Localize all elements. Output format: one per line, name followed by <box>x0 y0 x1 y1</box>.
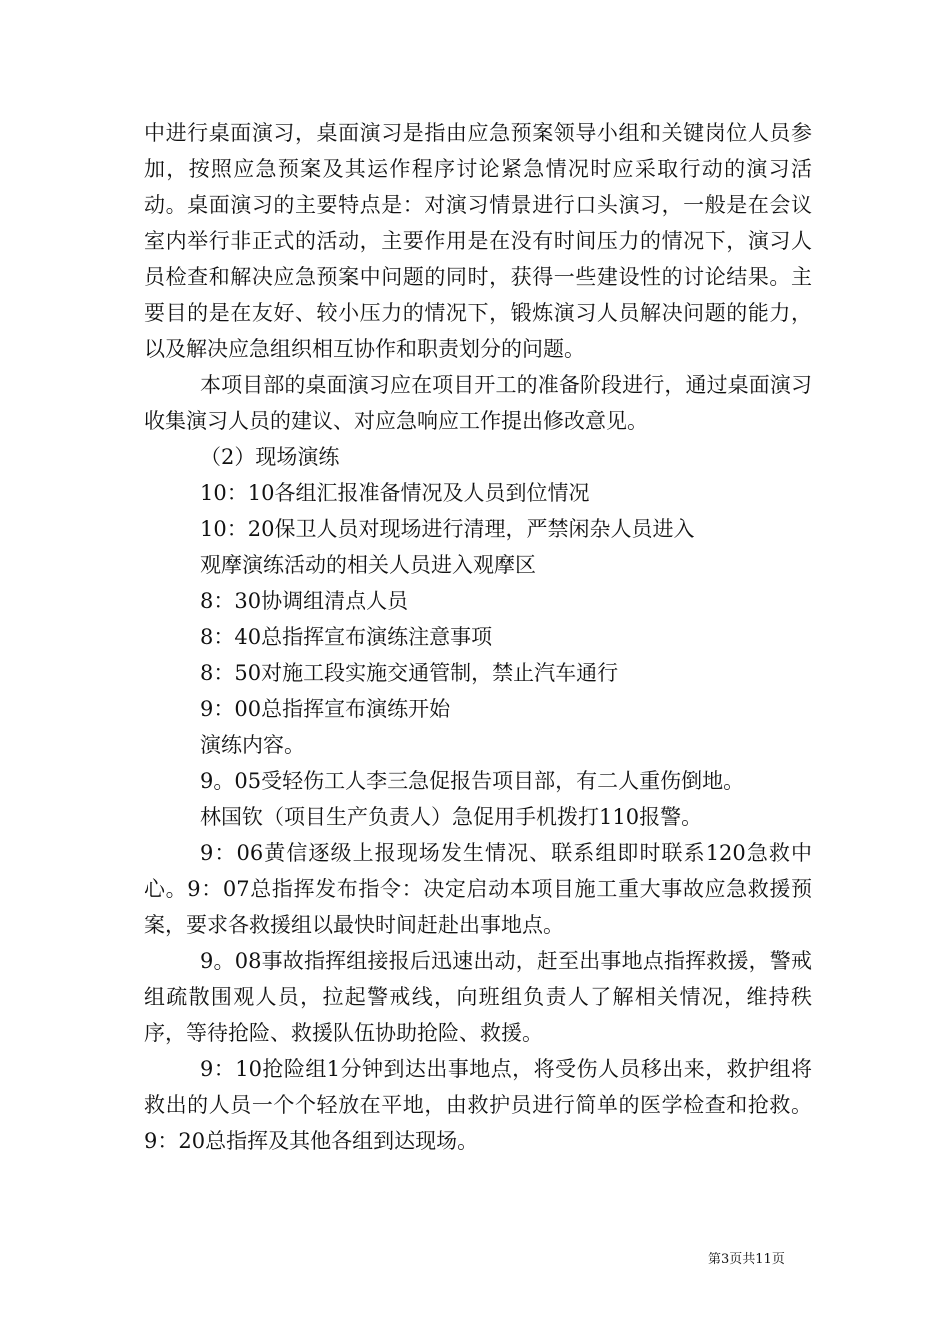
document-body <box>144 115 812 1159</box>
schedule-item: 观摩演练活动的相关人员进入观摩区 <box>200 553 536 577</box>
schedule-paragraph: 9：10抢险组1分钟到达出事地点，将受伤人员移出来，救护组将救出的人员一个个轻放在平地，由救护员进行简单的医学检查和抢救。9：20总指挥及其他各组到达现场。 <box>144 1057 812 1153</box>
section-heading-field-drill: （2）现场演练 <box>200 445 340 469</box>
schedule-paragraph: 9：06黄信逐级上报现场发生情况、联系组即时联系120急救中心。9：07总指挥发布指令：决定启动本项目施工重大事故应急救援预案，要求各救援组以最快时间赶赴出事地点。 <box>144 841 812 937</box>
schedule-item: 林国钦（项目生产负责人）急促用手机拨打110报警。 <box>200 805 703 829</box>
schedule-item: 9：00总指挥宣布演练开始 <box>200 697 451 721</box>
schedule-paragraph: 9。08事故指挥组接报后迅速出动，赶至出事地点指挥救援，警戒组疏散围观人员，拉起警戒线，向班组负责人了解相关情况，维持秩序，等待抢险、救援队伍协助抢险、救援。 <box>144 949 812 1045</box>
schedule-item: 8：30协调组清点人员 <box>200 589 409 613</box>
schedule-item: 8：40总指挥宣布演练注意事项 <box>200 625 493 649</box>
schedule-item: 8：50对施工段实施交通管制，禁止汽车通行 <box>200 661 619 685</box>
schedule-item: 10：10各组汇报准备情况及人员到位情况 <box>200 481 590 505</box>
drill-content-label: 演练内容。 <box>200 733 305 757</box>
schedule-item: 10：20保卫人员对现场进行清理，严禁闲杂人员进入 <box>200 517 695 541</box>
schedule-item: 9。05受轻伤工人李三急促报告项目部，有二人重伤倒地。 <box>200 769 745 793</box>
page-number-footer: 第3页共11页 <box>708 1252 785 1267</box>
paragraph-desk-drill-timing: 本项目部的桌面演习应在项目开工的准备阶段进行，通过桌面演习收集演习人员的建议、对应急响应工作提出修改意见。 <box>144 373 812 433</box>
paragraph-desk-drill-definition: 中进行桌面演习，桌面演习是指由应急预案领导小组和关键岗位人员参加，按照应急预案及其运作程序讨论紧急情况时应采取行动的演习活动。桌面演习的主要特点是：对演习情景进行口头演习，一般是在会议室内举行非正式的活动，主要作用是在没有时间压力的情况下，演习人员检查和解决应急预案中问题的同时，获得一些建设性的讨论结果。主要目的是在友好、较小压力的情况下，锻炼演习人员解决问题的能力，以及解决应急组织相互协作和职责划分的问题。 <box>144 121 812 361</box>
